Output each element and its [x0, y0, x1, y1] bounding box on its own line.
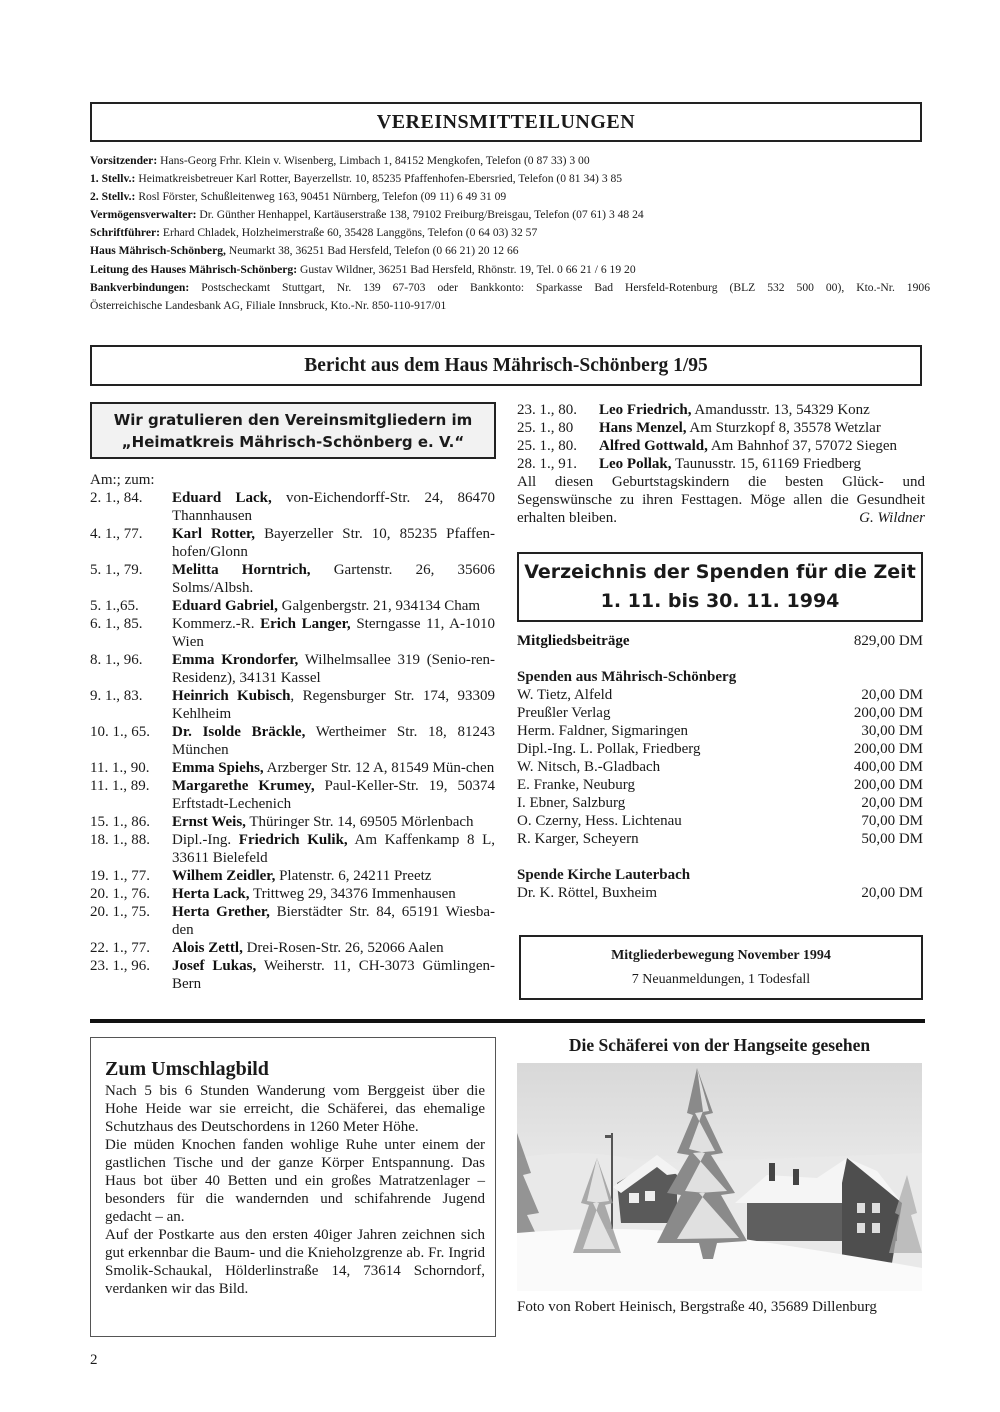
birthday-person: [172, 687, 495, 723]
donation-amount: 200,00 DM: [853, 705, 923, 721]
person-address: Bayerzeller Str. 10, 85235 Pfaffen-hofen/Glonn: [172, 526, 495, 560]
entry-label: Vermögensverwalter:: [90, 208, 197, 222]
birthday-person: [599, 401, 925, 419]
birthday-person: [172, 561, 495, 597]
person-name: Emma Krondorfer,: [172, 652, 299, 668]
donor-name: W. Tietz, Alfeld: [517, 687, 613, 703]
person-name: Wilhem Zeidler,: [172, 868, 276, 884]
photo-title: Die Schäferei von der Hangseite gesehen: [568, 1035, 871, 1055]
donation-amount: 200,00 DM: [853, 777, 923, 793]
birthday-rows-left: [90, 489, 495, 993]
board-entry-chairman: [90, 152, 930, 170]
birthday-date: 15. 1., 86.: [90, 814, 150, 830]
person-name: Erich Langer,: [260, 616, 351, 632]
membership-movement-title: Mitgliederbewegung November 1994: [611, 947, 831, 963]
spenden-title-line-2: 1. 11. bis 30. 11. 1994: [600, 590, 840, 612]
cover-image-title: Zum Umschlagbild: [105, 1058, 269, 1080]
person-name: Herta Grether,: [172, 904, 270, 920]
board-entry-treasurer: [90, 206, 930, 224]
signature: G. Wildner: [859, 510, 925, 526]
birthday-date: 25. 1., 80.: [517, 438, 577, 454]
board-entry-house-management: [90, 261, 930, 279]
birthday-entry: [90, 759, 495, 777]
person-address: Am Sturzkopf 8, 35578 Wetzlar: [686, 420, 881, 436]
birthday-person: [172, 525, 495, 561]
spenden-title-line-1: Verzeichnis der Spenden für die Zeit: [524, 561, 916, 583]
entry-text: Erhard Chladek, Holzheimerstraße 60, 35428 Langgöns, Telefon (0 64 03) 32 57: [159, 226, 538, 240]
donor-name: I. Ebner, Salzburg: [517, 795, 626, 811]
birthday-date: 23. 1., 96.: [90, 958, 150, 974]
person-name: Friedrich Kulik,: [238, 832, 348, 848]
birthday-entry: [90, 831, 495, 867]
birthday-entry: [90, 687, 495, 723]
birthday-entry: [90, 939, 495, 957]
birthday-date: 20. 1., 75.: [90, 904, 150, 920]
person-name: Ernst Weis,: [172, 814, 246, 830]
entry-text: Neumarkt 38, 36251 Bad Hersfeld, Telefon (0 66 21) 20 12 66: [225, 244, 519, 258]
birthday-rows-right: [517, 401, 925, 473]
birthday-person: [172, 939, 495, 957]
person-address: Am Kaffenkamp 8 L, 33611 Bielefeld: [172, 832, 495, 866]
photo-illustration-icon: [517, 1063, 922, 1291]
person-address: von-Eichendorff-Str. 24, 86470 Thannhausen: [172, 490, 495, 524]
board-entry-secretary: [90, 224, 930, 242]
birthday-date: 10. 1., 65.: [90, 724, 150, 740]
person-address: Galgenbergstr. 21, 934134 Cham: [277, 598, 481, 614]
birthday-date: 19. 1., 77.: [90, 868, 150, 884]
birthday-person: [599, 419, 925, 437]
birthday-person: [172, 597, 495, 615]
spacer: [517, 650, 923, 668]
cover-image-paragraph: Die müden Knochen fanden wohlige Ruhe unter einem der gastlichen Tische und der ganze Körper Entspannung. Das Haus bot über 40 Betten und ein großes Matratzenlager – besonders für die wandernden und schifahrende Jugend gedacht – an.: [105, 1137, 485, 1225]
donations-list: [517, 632, 923, 902]
donation-row: [517, 686, 923, 704]
donor-name: O. Czerny, Hess. Lichtenau: [517, 813, 682, 829]
birthday-entry: [90, 615, 495, 651]
person-address: Wertheimer Str. 18, 81243 München: [172, 724, 495, 758]
birthday-date: 22. 1., 77.: [90, 940, 150, 956]
donations-section-heading: Spende Kirche Lauterbach: [517, 867, 691, 883]
birthday-entry: [90, 957, 495, 993]
bericht-title-text: Bericht aus dem Haus Mährisch-Schönberg 1/95: [304, 354, 708, 376]
page-number: 2: [90, 1352, 98, 1368]
birthday-person: [599, 455, 925, 473]
birthday-date: 9. 1., 83.: [90, 688, 143, 704]
entry-text: Postscheckamt Stuttgart, Nr. 139 67-703 oder Bankkonto: Sparkasse Bad Hersfeld-Rotenburg (BLZ 532 500 00), Kto.-Nr. 1906: [189, 280, 930, 294]
donation-row: [517, 704, 923, 722]
cover-image-box: [90, 1037, 496, 1337]
donation-row: [517, 812, 923, 830]
board-members-list: [90, 152, 930, 315]
birthday-entry: [90, 525, 495, 561]
birthday-person: [172, 489, 495, 525]
person-name: Herta Lack,: [172, 886, 250, 902]
person-address: Arzberger Str. 12 A, 81549 Mün-chen: [263, 760, 495, 776]
birthday-date: 5. 1., 79.: [90, 562, 143, 578]
birthday-person: [172, 867, 495, 885]
person-address: Wilhelmsallee 319 (Senio-ren-Residenz), 34131 Kassel: [172, 652, 495, 686]
birthday-date: 23. 1., 80.: [517, 402, 577, 418]
birthday-person: [172, 651, 495, 687]
person-name: Karl Rotter,: [172, 526, 256, 542]
membership-fees-row: [517, 632, 923, 650]
donor-name: Herm. Faldner, Sigmaringen: [517, 723, 689, 739]
donor-name: Dr. K. Röttel, Buxheim: [517, 885, 657, 901]
donation-amount: 200,00 DM: [853, 741, 923, 757]
birthday-person: [172, 723, 495, 759]
bericht-title: [90, 345, 922, 386]
donation-row: [517, 776, 923, 794]
donation-amount: 70,00 DM: [861, 813, 923, 829]
birthday-list-left: [90, 471, 495, 993]
birthday-date: 6. 1., 85.: [90, 616, 143, 632]
birthday-date: 4. 1., 77.: [90, 526, 143, 542]
am-zum-label: Am:; zum:: [90, 472, 155, 488]
person-address: Bierstädter Str. 84, 65191 Wiesba-den: [172, 904, 495, 938]
donor-name: R. Karger, Scheyern: [517, 831, 639, 847]
closing-text: All diesen Geburtstagskindern die besten Glück- und Segenswünsche zu ihren Festtagen. Möge allen die Gesundheit erhalten bleiben.: [517, 474, 925, 526]
person-address: Am Bahnhof 37, 57072 Siegen: [707, 438, 898, 454]
birthday-entry: [90, 723, 495, 759]
birthday-person: [172, 777, 495, 813]
birthday-entry: [517, 437, 925, 455]
person-address: Amandusstr. 13, 54329 Konz: [691, 402, 870, 418]
donation-row: [517, 794, 923, 812]
birthday-entry: [90, 777, 495, 813]
birthday-date: 8. 1., 96.: [90, 652, 143, 668]
donations-section-heading: Spenden aus Mährisch-Schönberg: [517, 669, 737, 685]
birthday-person: [172, 957, 495, 993]
person-address: Trittweg 29, 34376 Immenhausen: [249, 886, 456, 902]
gratulation-line-2: „Heimatkreis Mährisch-Schönberg e. V.“: [121, 432, 465, 451]
spacer: [517, 848, 923, 866]
birthday-entry: [90, 651, 495, 687]
donation-row: [517, 722, 923, 740]
birthday-entry: [90, 885, 495, 903]
birthday-date: 11. 1., 90.: [90, 760, 150, 776]
donor-name: Dipl.-Ing. L. Pollak, Friedberg: [517, 741, 701, 757]
person-name: Emma Spiehs,: [172, 760, 264, 776]
person-name: Alfred Gottwald,: [599, 438, 708, 454]
entry-text: Heimatkreisbetreuer Karl Rotter, Bayerzellstr. 10, 85235 Pfaffenhofen-Ebersried, Telefon (0 81 34) 3 85: [135, 172, 623, 186]
person-address: Thüringer Str. 14, 69505 Mörlenbach: [245, 814, 474, 830]
person-address: Weiherstr. 11, CH-3073 Gümlingen-Bern: [172, 958, 495, 992]
donor-name: Preußler Verlag: [517, 705, 611, 721]
birthday-person: [172, 759, 495, 777]
donation-amount: 400,00 DM: [853, 759, 923, 775]
spenden-title-box: [517, 552, 923, 622]
person-name: Leo Friedrich,: [599, 402, 692, 418]
donation-row: [517, 884, 923, 902]
board-entry-bank: [90, 279, 930, 297]
person-name: Melitta Horntrich,: [172, 562, 311, 578]
birthday-entry: [90, 813, 495, 831]
membership-movement-text: 7 Neuanmeldungen, 1 Todesfall: [631, 971, 811, 987]
person-title-prefix: Dipl.-Ing.: [172, 832, 239, 848]
section-divider: [90, 1019, 925, 1023]
gratulation-header-box: [90, 402, 496, 459]
entry-text: Rosl Förster, Schußleitenweg 163, 90451 Nürnberg, Telefon (09 11) 6 49 31 09: [135, 190, 507, 204]
birthday-date: 20. 1., 76.: [90, 886, 150, 902]
person-name: Josef Lukas,: [172, 958, 257, 974]
person-address: Gartenstr. 26, 35606 Solms/Albsh.: [172, 562, 495, 596]
entry-text: Gustav Wildner, 36251 Bad Hersfeld, Rhönstr. 19, Tel. 0 66 21 / 6 19 20: [297, 262, 636, 276]
person-name: Dr. Isolde Bräckle,: [172, 724, 306, 740]
donation-amount: 30,00 DM: [861, 723, 923, 739]
cover-image-paragraph: Auf der Postkarte aus den ersten 40iger Jahren zeichnen sich gut erkennbar die Baum- und die Knieholzgrenze ab. Fr. Ingrid Smolik-Schaukal, Hölderlinstraße 14, 73614 Schorndorf, verdanken wir das Bild.: [105, 1227, 485, 1297]
birthday-entry: [90, 903, 495, 939]
birthday-date: 11. 1., 89.: [90, 778, 150, 794]
birthday-date: 2. 1., 84.: [90, 490, 143, 506]
birthday-person: [172, 885, 495, 903]
birthday-person: [172, 903, 495, 939]
birthday-person: [599, 437, 925, 455]
gratulation-line-1: Wir gratulieren den Vereinsmitgliedern im: [113, 410, 473, 429]
donation-amount: 20,00 DM: [861, 885, 923, 901]
entry-label: Haus Mährisch-Schönberg,: [90, 244, 226, 258]
birthday-date: 5. 1.,65.: [90, 598, 139, 614]
membership-fees-amount: 829,00 DM: [853, 633, 923, 649]
person-name: Eduard Lack,: [172, 490, 272, 506]
donations-rows-lauterbach: [517, 884, 923, 902]
birthday-list-right: [517, 401, 925, 527]
entry-label: Bankverbindungen:: [90, 280, 190, 294]
entry-label: 1. Stellv.:: [90, 172, 136, 186]
person-name: Margarethe Krumey,: [172, 778, 315, 794]
person-address: , Regensburger Str. 174, 93309 Kehlheim: [172, 688, 495, 722]
birthday-person: [172, 831, 495, 867]
birthday-date: 18. 1., 88.: [90, 832, 150, 848]
donation-row: [517, 758, 923, 776]
birthday-person: [172, 615, 495, 651]
entry-label: Schriftführer:: [90, 226, 160, 240]
birthday-person: [172, 813, 495, 831]
person-address: Taunusstr. 15, 61169 Friedberg: [671, 456, 862, 472]
birthday-entry: [90, 561, 495, 597]
donor-name: E. Franke, Neuburg: [517, 777, 636, 793]
cover-image-paragraph: Nach 5 bis 6 Stunden Wanderung vom Berggeist über die Hohe Heide war sie erreicht, die Schäferei, das ehemalige Schutzhaus des Deutschordens in 1260 Meter Höhe.: [105, 1083, 485, 1135]
board-entry-deputy-1: [90, 170, 930, 188]
person-address: Drei-Rosen-Str. 26, 52066 Aalen: [242, 940, 444, 956]
birthday-entry: [517, 401, 925, 419]
board-entry-deputy-2: [90, 188, 930, 206]
donation-amount: 50,00 DM: [861, 831, 923, 847]
entry-label: Vorsitzender:: [90, 154, 158, 167]
donation-amount: 20,00 DM: [861, 795, 923, 811]
membership-fees-label: Mitgliedsbeiträge: [517, 633, 630, 649]
entry-label: Leitung des Hauses Mährisch-Schönberg:: [90, 262, 298, 276]
donor-name: W. Nitsch, B.-Gladbach: [517, 759, 661, 775]
entry-text: Hans-Georg Frhr. Klein v. Wisenberg, Limbach 1, 84152 Mengkofen, Telefon (0 87 33) 3 00: [157, 154, 590, 167]
person-address: Sterngasse 11, A-1010 Wien: [172, 616, 495, 650]
bank-line-2: Österreichische Landesbank AG, Filiale Innsbruck, Kto.-Nr. 850-110-917/01: [90, 298, 447, 312]
person-address: Paul-Keller-Str. 19, 50374 Erftstadt-Lechenich: [172, 778, 495, 812]
birthday-entry: [517, 455, 925, 473]
entry-label: 2. Stellv.:: [90, 190, 136, 204]
person-name: Heinrich Kubisch: [172, 688, 291, 704]
birthday-entry: [517, 419, 925, 437]
person-name: Leo Pollak,: [599, 456, 672, 472]
vereinsmitteilungen-title: [90, 102, 922, 142]
person-address: Platenstr. 6, 24211 Preetz: [275, 868, 432, 884]
donation-row: [517, 830, 923, 848]
person-name: Alois Zettl,: [172, 940, 243, 956]
birthday-entry: [90, 867, 495, 885]
vereinsmitteilungen-title-text: VEREINSMITTEILUNGEN: [376, 110, 636, 133]
birthday-date: 28. 1., 91.: [517, 456, 577, 472]
donation-amount: 20,00 DM: [861, 687, 923, 703]
board-entry-house: [90, 242, 930, 260]
snow-lodge-photo: [517, 1063, 922, 1291]
birthday-entry: [90, 489, 495, 525]
person-title-prefix: Kommerz.-R.: [172, 616, 261, 632]
donation-row: [517, 740, 923, 758]
entry-text: Dr. Günther Henhappel, Kartäuserstraße 138, 79102 Freiburg/Breisgau, Telefon (07 61) 3 48 24: [196, 208, 644, 222]
birthday-date: 25. 1., 80: [517, 420, 574, 436]
person-name: Eduard Gabriel,: [172, 598, 278, 614]
photo-caption: Foto von Robert Heinisch, Bergstraße 40, 35689 Dillenburg: [517, 1299, 877, 1315]
birthday-entry: [90, 597, 495, 615]
person-name: Hans Menzel,: [599, 420, 687, 436]
membership-movement-box: [519, 935, 923, 1000]
donations-rows-schoenberg: [517, 686, 923, 848]
